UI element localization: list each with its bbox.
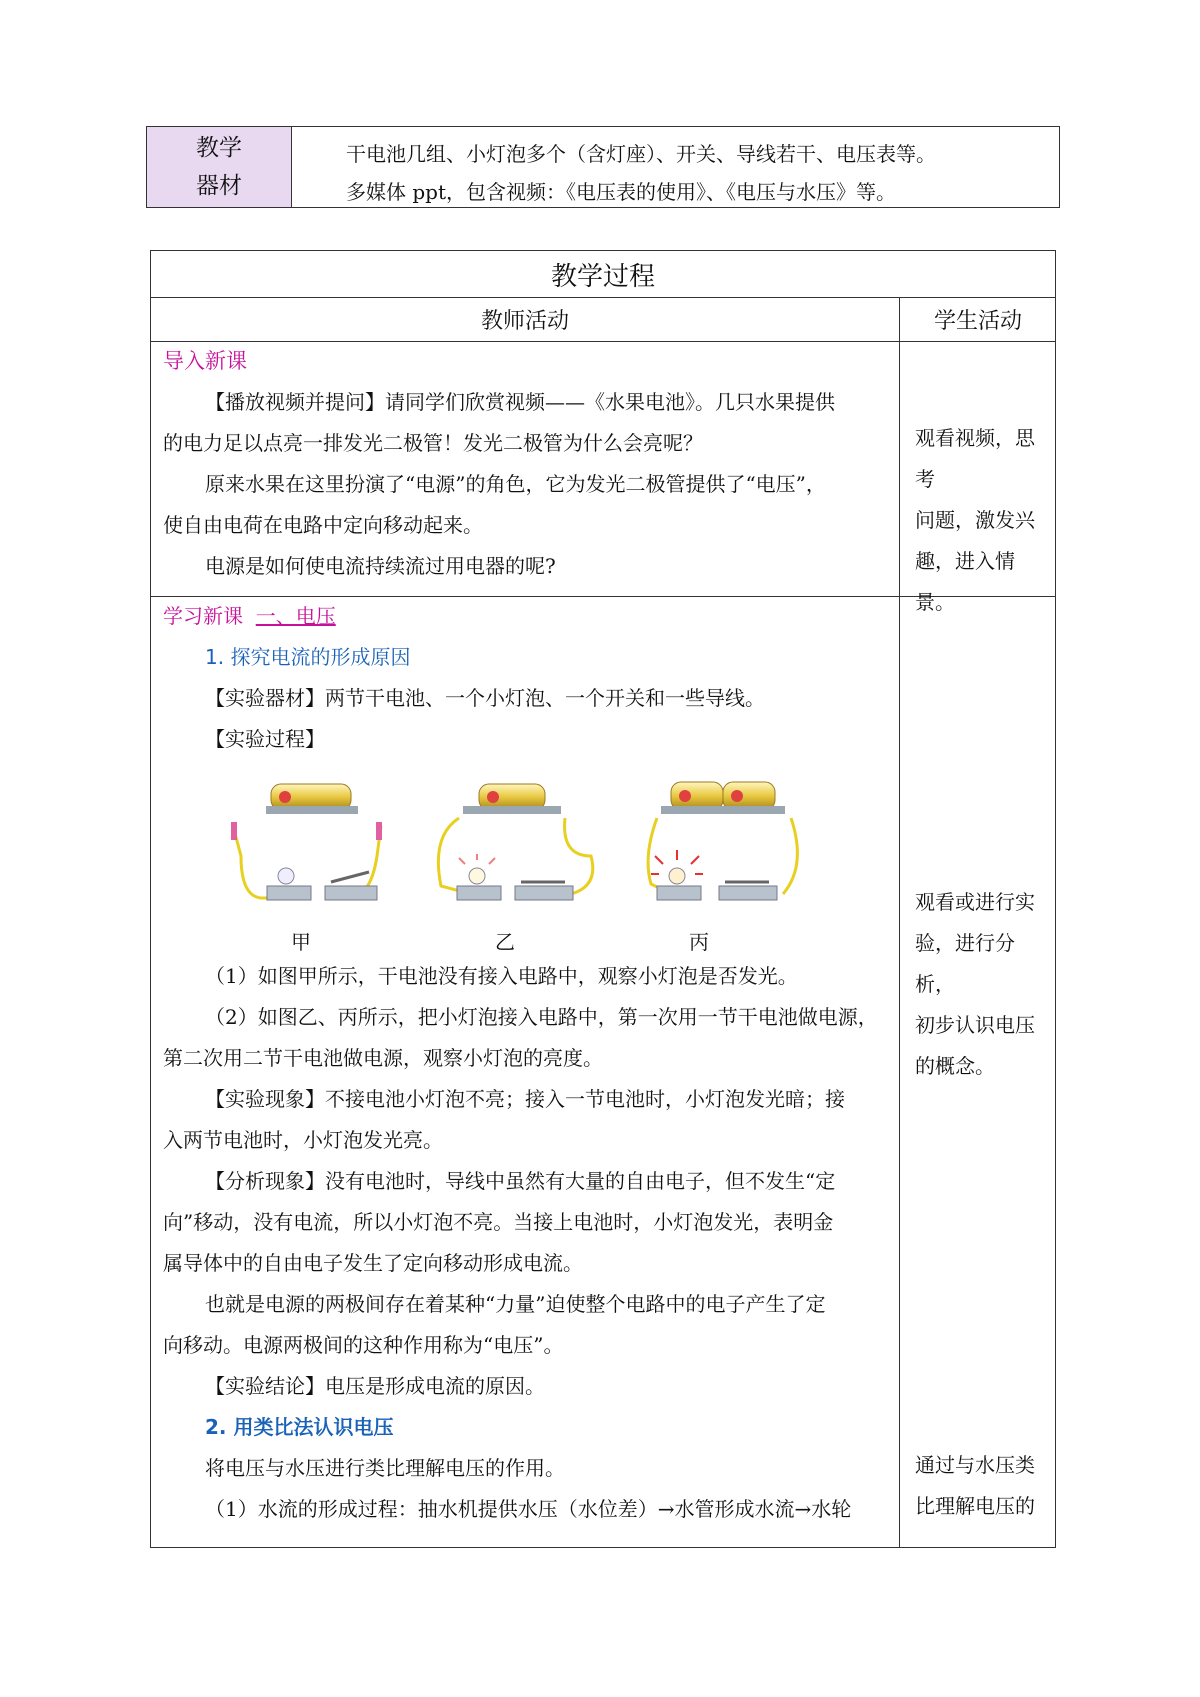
divider: [151, 341, 1055, 342]
phenomenon-line1: 【实验现象】不接电池小灯泡不亮；接入一节电池时，小灯泡发光暗；接: [205, 1087, 845, 1111]
materials-label-line1: 教学: [196, 135, 242, 161]
analysis-line3: 属导体中的自由电子发生了定向移动形成电流。: [163, 1251, 583, 1275]
student-text: 观看或进行实: [915, 890, 1035, 914]
circuit-bing: [648, 782, 797, 900]
section-heading-new: [163, 596, 336, 637]
process-table: [150, 250, 1056, 1548]
water-flow-text: （1）水流的形成过程：抽水机提供水压（水位差）→水管形成水流→水轮: [205, 1497, 852, 1521]
phenomenon-line2: 入两节电池时，小灯泡发光亮。: [163, 1128, 443, 1152]
section-heading-new-b: 一、电压: [255, 604, 336, 628]
switch-icon: [515, 886, 573, 900]
student-activity-analogy: [915, 1445, 1051, 1527]
circuit-yi: [438, 784, 592, 900]
step1-text: （1）如图甲所示，干电池没有接入电路中，观察小灯泡是否发光。: [205, 964, 798, 988]
student-text: 的概念。: [915, 1054, 995, 1078]
student-text: 趣，进入情景。: [915, 549, 1015, 614]
subheading-2: 2. 用类比法认识电压: [205, 1415, 394, 1439]
materials-content: [292, 127, 1059, 207]
materials-label: [147, 127, 292, 207]
battery-icon: [723, 782, 775, 810]
conclusion-text: 【实验结论】电压是形成电流的原因。: [205, 1374, 545, 1398]
figure-caption-yi: 乙: [495, 930, 515, 954]
intro-para1-line2: 的电力足以点亮一排发光二极管！发光二极管为什么会亮呢？: [163, 431, 703, 455]
intro-para3: 电源是如何使电流持续流过用电器的呢?: [205, 554, 556, 578]
student-text: 问题，激发兴: [915, 508, 1035, 532]
figure-caption-bing: 丙: [689, 930, 709, 954]
student-text: 观看视频，思考: [915, 426, 1035, 491]
intro-para2-line2: 使自由电荷在电路中定向移动起来。: [163, 513, 483, 537]
process-title: 教学过程: [550, 261, 655, 292]
section-heading-intro: 导入新课: [163, 349, 247, 373]
student-activity-experiment: [915, 882, 1051, 1087]
battery-icon: [671, 782, 723, 810]
student-text: 比理解电压的: [915, 1494, 1035, 1518]
battery-holder: [266, 806, 358, 814]
subheading-1: 1. 探究电流的形成原因: [205, 645, 411, 669]
column-divider: [899, 297, 900, 1547]
student-text: 通过与水压类: [915, 1453, 1035, 1477]
materials-table: [146, 126, 1060, 208]
step2-line1: （2）如图乙、丙所示，把小灯泡接入电路中，第一次用一节干电池做电源，: [205, 1005, 878, 1029]
force-line1: 也就是电源的两极间存在着某种“力量”迫使整个电路中的电子产生了定: [205, 1292, 826, 1316]
student-text: 初步认识电压: [915, 1013, 1035, 1037]
figure-caption-jia: 甲: [291, 930, 311, 954]
materials-line1: 干电池几组、小灯泡多个（含灯座）、开关、导线若干、电压表等。: [346, 142, 936, 166]
student-header: 学生活动: [933, 308, 1022, 334]
intro-para1-line1: 【播放视频并提问】请同学们欣赏视频——《水果电池》。几只水果提供: [205, 390, 835, 414]
teacher-header: 教师活动: [480, 308, 569, 334]
force-line2: 向移动。电源两极间的这种作用称为“电压”。: [163, 1333, 564, 1357]
analysis-line2: 向”移动，没有电流，所以小灯泡不亮。当接上电池时，小灯泡发光，表明金: [163, 1210, 834, 1234]
circuit-figure: [231, 776, 831, 916]
equipment-text: 【实验器材】两节干电池、一个小灯泡、一个开关和一些导线。: [205, 686, 765, 710]
bulb-icon: [669, 868, 685, 884]
switch-icon: [719, 886, 777, 900]
process-label: 【实验过程】: [205, 727, 325, 751]
materials-label-line2: 器材: [196, 173, 242, 199]
bulb-icon: [469, 868, 485, 884]
analysis-line1: 【分析现象】没有电池时，导线中虽然有大量的自由电子，但不发生“定: [205, 1169, 836, 1193]
switch-icon: [325, 886, 377, 900]
section-heading-new-a: 学习新课: [163, 604, 243, 628]
materials-line2: 多媒体 ppt，包含视频：《电压表的使用》、《电压与水压》等。: [346, 180, 896, 204]
analogy-text: 将电压与水压进行类比理解电压的作用。: [205, 1456, 565, 1480]
student-text: 验，进行分析，: [915, 931, 1015, 996]
step2-line2: 第二次用二节干电池做电源，观察小灯泡的亮度。: [163, 1046, 603, 1070]
student-activity-intro: [915, 418, 1051, 623]
circuit-jia: [231, 784, 382, 900]
intro-para2-line1: 原来水果在这里扮演了“电源”的角色，它为发光二极管提供了“电压”，: [205, 472, 826, 496]
bulb-icon: [278, 868, 294, 884]
